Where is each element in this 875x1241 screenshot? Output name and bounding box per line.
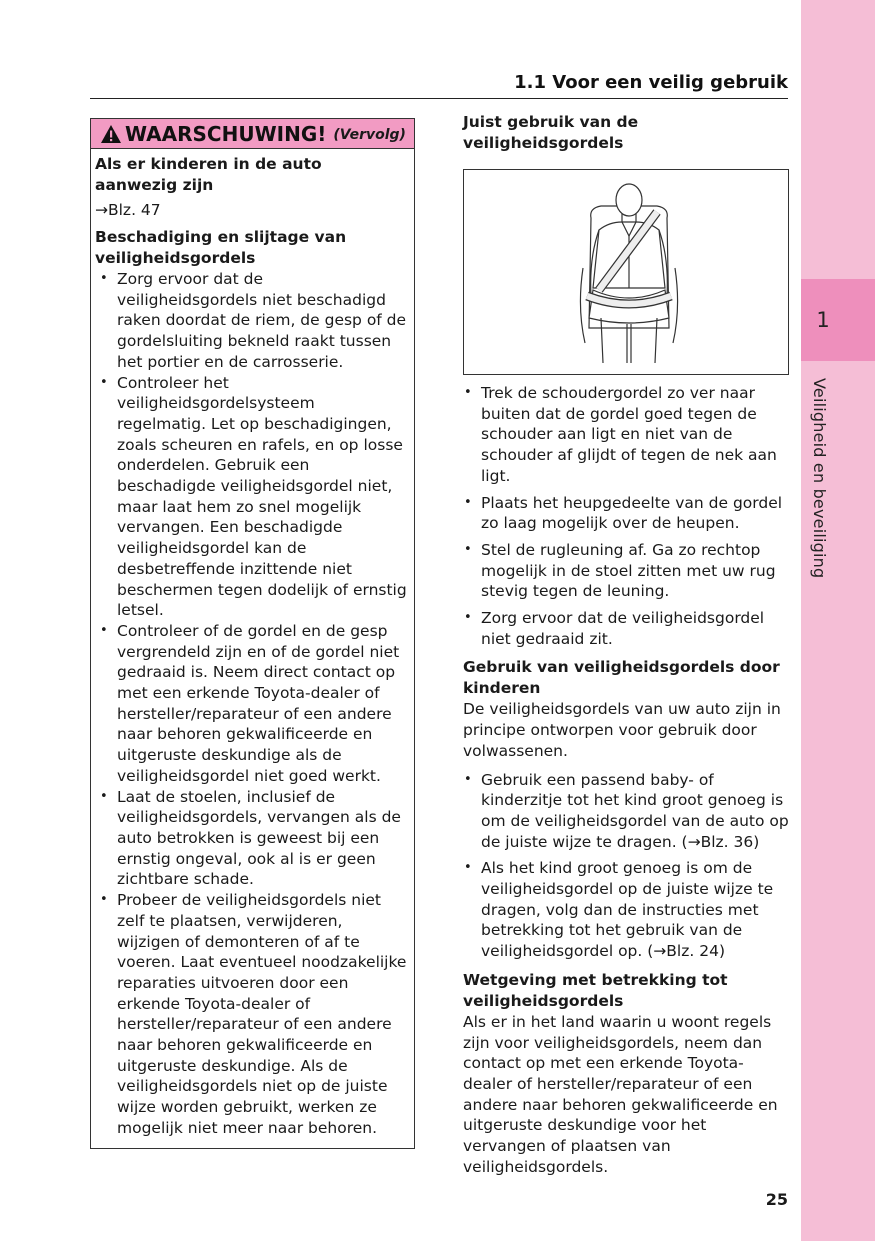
warning-heading-children: Als er kinderen in de auto aanwezig zijn: [95, 155, 322, 194]
warning-triangle-icon: [100, 124, 122, 144]
warning-body: [91, 149, 414, 1139]
list-item: • Gebruik een passend baby- of kinderzitje tot het kind groot genoeg is om de veiligheidsgordel van de auto op de juiste wijze te dragen. (→Blz. 36): [463, 770, 789, 853]
list-item: • Zorg ervoor dat de veiligheidsgordel niet gedraaid zit.: [463, 608, 789, 649]
list-item: • Laat de stoelen, inclusief de veiligheidsgordels, vervangen als de auto betrokken is geweest bij een ernstig ongeval, ook al is er geen zichtbare schade.: [95, 787, 408, 891]
warning-box: [90, 118, 415, 1149]
heading-correct-use: Juist gebruik van de veiligheidsgordels: [463, 113, 639, 152]
warning-list: [95, 269, 408, 1139]
list-item: • Controleer het veiligheidsgordelsysteem regelmatig. Let op beschadigingen, zoals scheuren en rafels, en op losse onderdelen. Gebruik een beschadigde veiligheidsgordel niet, maar laat hem zo snel mogelijk vervangen. Een beschadigde veiligheidsgordel kan de desbetreffende inzittende niet beschermen tegen dodelijk of ernstig letsel.: [95, 373, 408, 621]
warning-heading-damage: Beschadiging en slijtage van veiligheidsgordels: [95, 228, 347, 267]
section-title: 1.1 Voor een veilig gebruik: [514, 72, 788, 93]
heading-legislation: Wetgeving met betrekking tot veiligheidsgordels: [463, 970, 728, 1010]
children-list: [463, 770, 789, 962]
list-item: • Trek de schoudergordel zo ver naar buiten dat de gordel goed tegen de schouder aan ligt en niet van de schouder af glijdt of tegen de nek aan ligt.: [463, 383, 789, 487]
side-strip: [801, 0, 875, 1241]
seatbelt-illustration: [463, 169, 789, 375]
list-item: • Zorg ervoor dat de veiligheidsgordels niet beschadigd raken doordat de riem, de gesp of de gordelsluiting bekneld raakt tussen het portier en de carrosserie.: [95, 269, 408, 373]
list-item: • Stel de rugleuning af. Ga zo rechtop mogelijk in de stoel zitten met uw rug stevig tegen de leuning.: [463, 540, 789, 602]
page-number: 25: [765, 1190, 788, 1209]
warning-title: WAARSCHUWING!: [125, 121, 327, 146]
correct-use-list: [463, 383, 789, 649]
chapter-title: Veiligheid en beveiliging: [810, 378, 829, 579]
legislation-paragraph: Als er in het land waarin u woont regels zijn voor veiligheidsgordels, neem dan contact op met een erkende Toyota-dealer of hersteller/reparateur of een andere naar behoren gekwalificeerde en uitgeruste deskundige voor het vervangen of plaatsen van veiligheidsgordels.: [463, 1012, 778, 1176]
list-item: • Plaats het heupgedeelte van de gordel zo laag mogelijk over de heupen.: [463, 493, 789, 534]
right-column: [463, 112, 789, 1178]
chapter-number: 1: [816, 308, 830, 332]
list-item: • Controleer of de gordel en de gesp vergrendeld zijn en of de gordel niet gedraaid is. Neem direct contact op met een erkende Toyota-dealer of hersteller/reparateur of een andere naar behoren gekwalificeerde en uitgeruste deskundige als de veiligheidsgordel niet goed werkt.: [95, 621, 408, 787]
warning-header: [91, 119, 414, 149]
heading-children: Gebruik van veiligheidsgordels door kinderen: [463, 658, 780, 698]
warning-page-ref: →Blz. 47: [95, 201, 161, 219]
children-paragraph: De veiligheidsgordels van uw auto zijn in principe ontworpen voor gebruik door volwassenen.: [463, 700, 781, 760]
header-divider: [90, 98, 788, 99]
warning-subtitle: (Vervolg): [333, 127, 406, 143]
list-item: • Probeer de veiligheidsgordels niet zelf te plaatsen, verwijderen, wijzigen of demonteren of af te voeren. Laat eventueel noodzakelijke reparaties uitvoeren door een erkende Toyota-dealer of hersteller/reparateur of een andere naar behoren gekwalificeerde en uitgeruste deskundige. Als de veiligheidsgordels niet op de juiste wijze worden gebruikt, werken ze mogelijk niet meer naar behoren.: [95, 890, 408, 1138]
list-item: • Als het kind groot genoeg is om de veiligheidsgordel op de juiste wijze te dragen, volg dan de instructies met betrekking tot het gebruik van de veiligheidsgordel op. (→Blz. 24): [463, 858, 789, 962]
seated-person-seatbelt-image: [569, 178, 689, 368]
